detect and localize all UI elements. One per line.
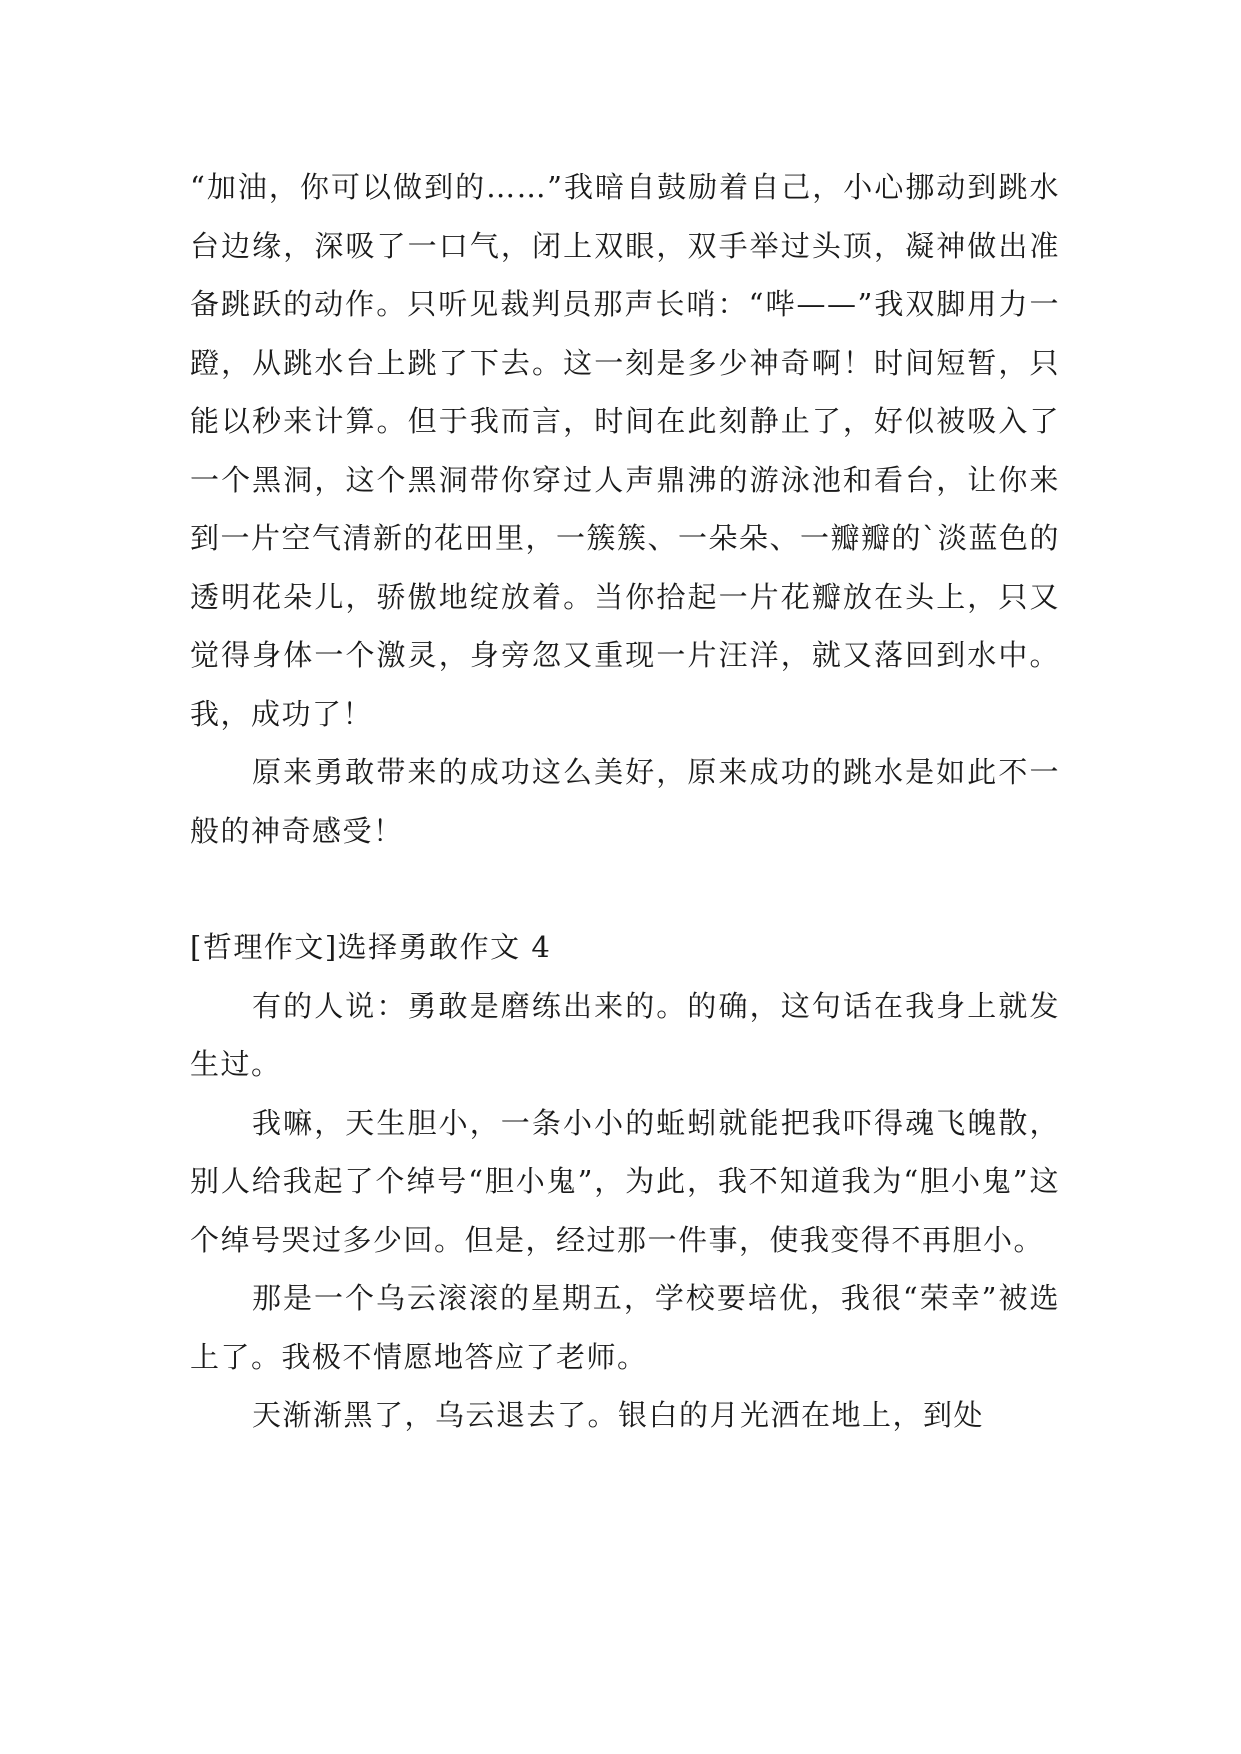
document-page xyxy=(190,158,1060,1445)
paragraph-dive-story: “加油，你可以做到的……”我暗自鼓励着自己，小心挪动到跳水台边缘，深吸了一口气，闭上双眼，双手举过头顶，凝神做出准备跳跃的动作。只听见裁判员那声长哨：“哔——”我双脚用力一蹬，从跳水台上跳了下去。这一刻是多少神奇啊！时间短暂，只能以秒来计算。但于我而言，时间在此刻静止了，好似被吸入了一个黑洞，这个黑洞带你穿过人声鼎沸的游泳池和看台，让你来到一片空气清新的花田里，一簇簇、一朵朵、一瓣瓣的`淡蓝色的透明花朵儿，骄傲地绽放着。当你拾起一片花瓣放在头上，只又觉得身体一个激灵，身旁忽又重现一片汪洋，就又落回到水中。我，成功了！ xyxy=(190,170,1061,731)
essay-heading: [哲理作文]选择勇敢作文 4 xyxy=(190,930,552,964)
paragraph-timid-nickname: 我嘛，天生胆小，一条小小的蚯蚓就能把我吓得魂飞魄散，别人给我起了个绰号“胆小鬼”，为此，我不知道我为“胆小鬼”这个绰号哭过多少回。但是，经过那一件事，使我变得不再胆小。 xyxy=(190,1105,1060,1257)
paragraph-night-moonlight: 天渐渐黑了，乌云退去了。银白的月光洒在地上，到处 xyxy=(252,1398,985,1432)
paragraph-dive-conclusion: 原来勇敢带来的成功这么美好，原来成功的跳水是如此不一般的神奇感受！ xyxy=(190,755,1060,848)
paragraph-courage-intro: 有的人说：勇敢是磨练出来的。的确，这句话在我身上就发生过。 xyxy=(190,988,1060,1081)
paragraph-friday-class: 那是一个乌云滚滚的星期五，学校要培优，我很“荣幸”被选上了。我极不情愿地答应了老师。 xyxy=(190,1281,1060,1374)
section-spacer xyxy=(190,860,1060,918)
